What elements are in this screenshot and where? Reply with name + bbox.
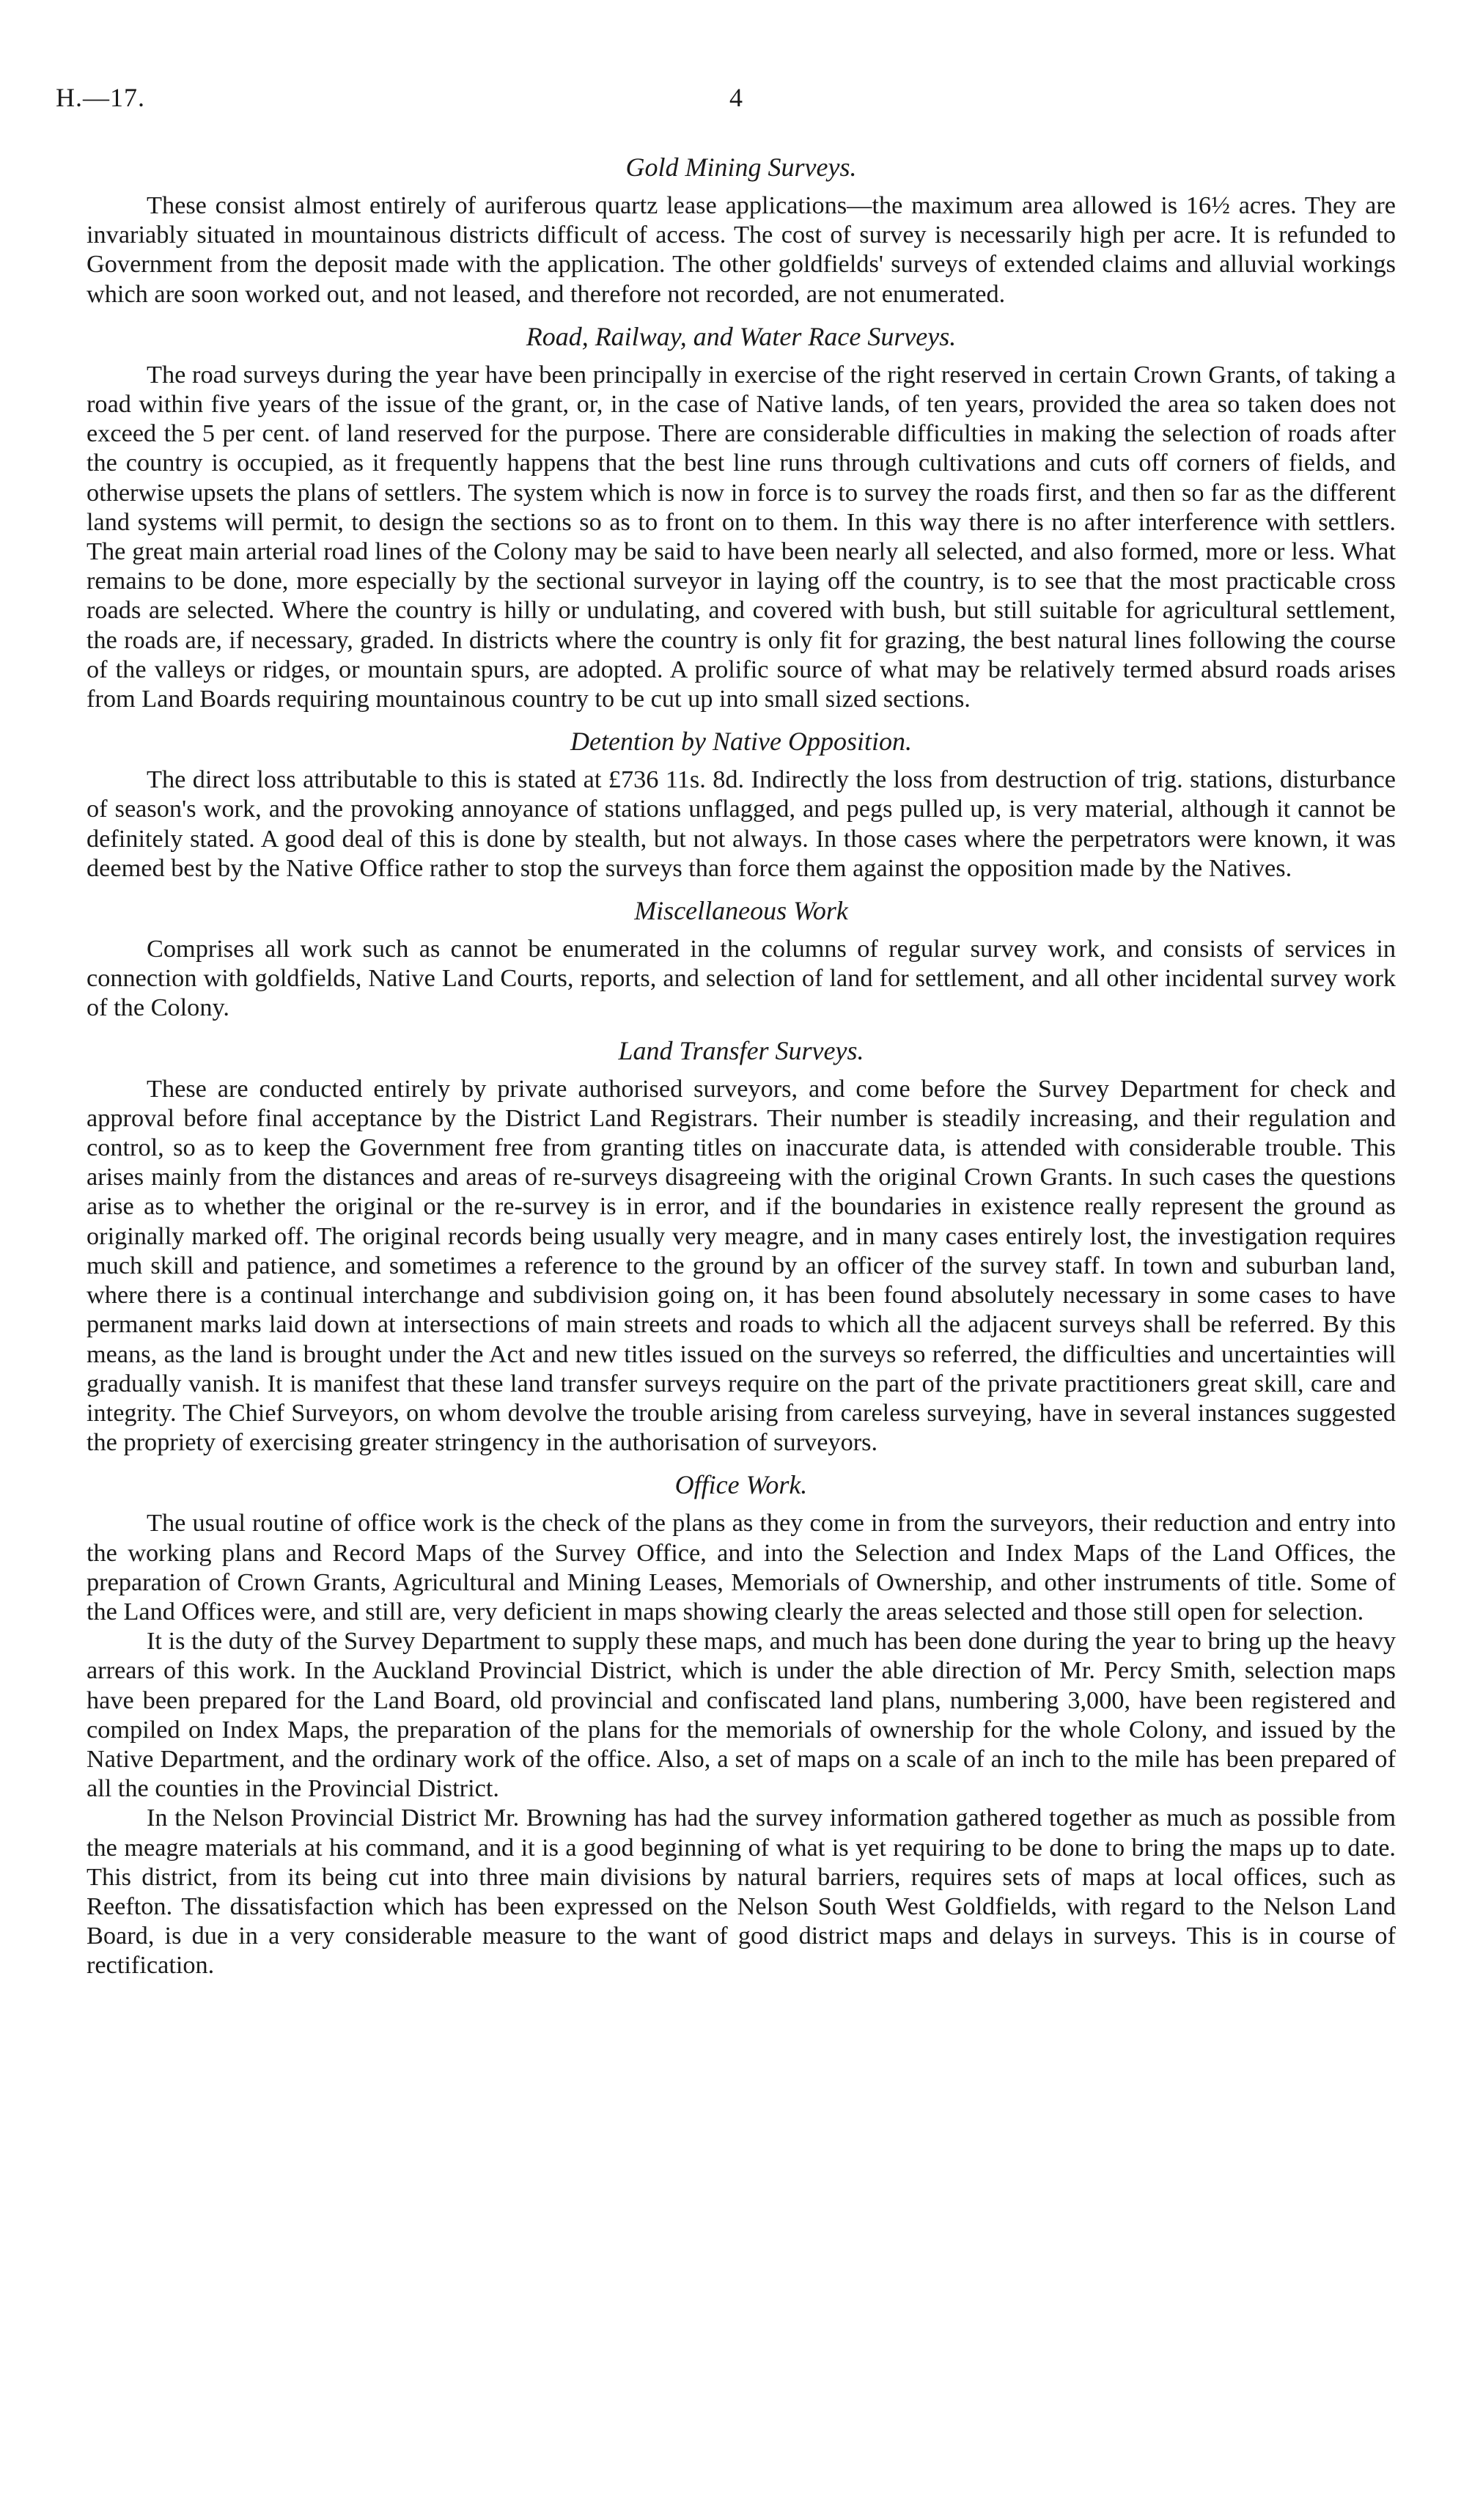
- paragraph: These consist almost entirely of auriferous quartz lease applications—the maximum area allowed is 16½ acres. They are invariably situated in mountainous districts difficult of access. The cost of survey is necessarily high per acre. It is refunded to Government from the deposit made with the application. The other goldfields' surveys of extended claims and alluvial workings which are soon worked out, and not leased, and therefore not recorded, are not enumerated.: [87, 191, 1396, 308]
- section-detention-by-native-opposition: [87, 725, 1396, 883]
- paragraph: It is the duty of the Survey Department to supply these maps, and much has been done during the year to bring up the heavy arrears of this work. In the Auckland Provincial District, which is under the able direction of Mr. Percy Smith, selection maps have been prepared for the Land Board, old provincial and confiscated land plans, numbering 3,000, have been registered and compiled on Index Maps, the preparation of the plans for the memorials of ownership for the whole Colony, and issued by the Native Department, and the ordinary work of the office. Also, a set of maps on a scale of an inch to the mile has been prepared of all the counties in the Provincial District.: [87, 1627, 1396, 1803]
- section-miscellaneous-work: [87, 895, 1396, 1023]
- paragraph: In the Nelson Provincial District Mr. Browning has had the survey information gathered together as much as possible from the meagre materials at his command, and it is a good beginning of what is yet requiring to be done to bring the maps up to date. This district, from its being cut into three main divisions by natural barriers, requires sets of maps at local offices, such as Reefton. The dissatisfaction which has been expressed on the Nelson South West Goldfields, with regard to the Nelson Land Board, is due in a very considerable measure to the want of good district maps and delays in surveys. This is in course of rectification.: [87, 1804, 1396, 1980]
- paragraph: The usual routine of office work is the check of the plans as they come in from the surveyors, their reduction and entry into the working plans and Record Maps of the Survey Office, and into the Selection and Index Maps of the Land Offices, the preparation of Crown Grants, Agricultural and Mining Leases, Memorials of Ownership, and other instruments of title. Some of the Land Offices were, and still are, very deficient in maps showing clearly the areas selected and those still open for selection.: [87, 1509, 1396, 1625]
- section-title: Road, Railway, and Water Race Surveys.: [526, 321, 957, 351]
- section-gold-mining-surveys: [87, 151, 1396, 309]
- section-title: Office Work.: [674, 1470, 808, 1500]
- section-title: Gold Mining Surveys.: [625, 153, 857, 182]
- paragraph: The road surveys during the year have been principally in exercise of the right reserved in certain Crown Grants, of taking a road within five years of the issue of the grant, or, in the case of Native lands, of ten years, provided the area so taken does not exceed the 5 per cent. of land reserved for the purpose. There are considerable difficulties in making the selection of roads after the country is occupied, as it frequently happens that the best line runs through cultivations and cuts off corners of fields, and otherwise upsets the plans of settlers. The system which is now in force is to survey the roads first, and then so far as the different land systems will permit, to design the sections so as to front on to them. In this way there is no after interference with settlers. The great main arterial road lines of the Colony may be said to have been nearly all selected, and also formed, more or less. What remains to be done, more especially by the sectional surveyor in laying off the country, is to see that the most practicable cross roads are selected. Where the country is hilly or undulating, and covered with bush, but still suitable for agricultural settlement, the roads are, if necessary, graded. In districts where the country is only fit for grazing, the best natural lines following the course of the valleys or ridges, or mountain spurs, are adopted. A prolific source of what may be relatively termed absurd roads arises from Land Boards requiring mountainous country to be cut up into small sized sections.: [87, 360, 1396, 713]
- page-body: [87, 139, 1396, 1980]
- section-title: Land Transfer Surveys.: [618, 1035, 864, 1065]
- page-number: 4: [729, 83, 743, 112]
- section-office-work: [87, 1469, 1396, 1980]
- paragraph: The direct loss attributable to this is stated at £736 11s. 8d. Indirectly the loss from destruction of trig. stations, disturbance of season's work, and the provoking annoyance of stations unflagged, and pegs pulled up, is very material, although it cannot be definitely stated. A good deal of this is done by stealth, but not always. In those cases where the perpetrators were known, it was deemed best by the Native Office rather to stop the surveys than force them against the opposition made by the Natives.: [87, 765, 1396, 882]
- section-land-transfer-surveys: [87, 1035, 1396, 1458]
- section-title: Miscellaneous Work: [634, 896, 848, 926]
- paragraph: These are conducted entirely by private authorised surveyors, and come before the Survey Department for check and approval before final acceptance by the District Land Registrars. Their number is steadily increasing, and their regulation and control, so as to keep the Government free from granting titles on inaccurate data, is attended with considerable trouble. This arises mainly from the distances and areas of re-surveys disagreeing with the original Crown Grants. In such cases the questions arise as to whether the original or the re-survey is in error, and if the boundaries in existence really represent the ground as originally marked off. The original records being usually very meagre, and in many cases entirely lost, the investigation requires much skill and patience, and sometimes a reference to the ground by an officer of the survey staff. In town and suburban land, where there is a continual interchange and subdivision going on, it has been found absolutely necessary in some cases to have permanent marks laid down at intersections of main streets and roads to which all the adjacent surveys shall be referred. By this means, as the land is brought under the Act and new titles issued on the surveys so referred, the difficulties and uncertainties will gradually vanish. It is manifest that these land transfer surveys require on the part of the private practitioners great skill, care and integrity. The Chief Surveyors, on whom devolve the trouble arising from careless surveying, have in several instances suggested the propriety of exercising greater stringency in the authorisation of surveyors.: [87, 1074, 1396, 1457]
- section-title: Detention by Native Opposition.: [570, 727, 912, 757]
- section-road-railway-water-race-surveys: [87, 320, 1396, 713]
- paragraph: Comprises all work such as cannot be enumerated in the columns of regular survey work, and consists of services in connection with goldfields, Native Land Courts, reports, and selection of land for settlement, and all other incidental survey work of the Colony.: [87, 935, 1396, 1022]
- document-id: H.—17.: [56, 83, 145, 112]
- page-header: [56, 82, 1416, 126]
